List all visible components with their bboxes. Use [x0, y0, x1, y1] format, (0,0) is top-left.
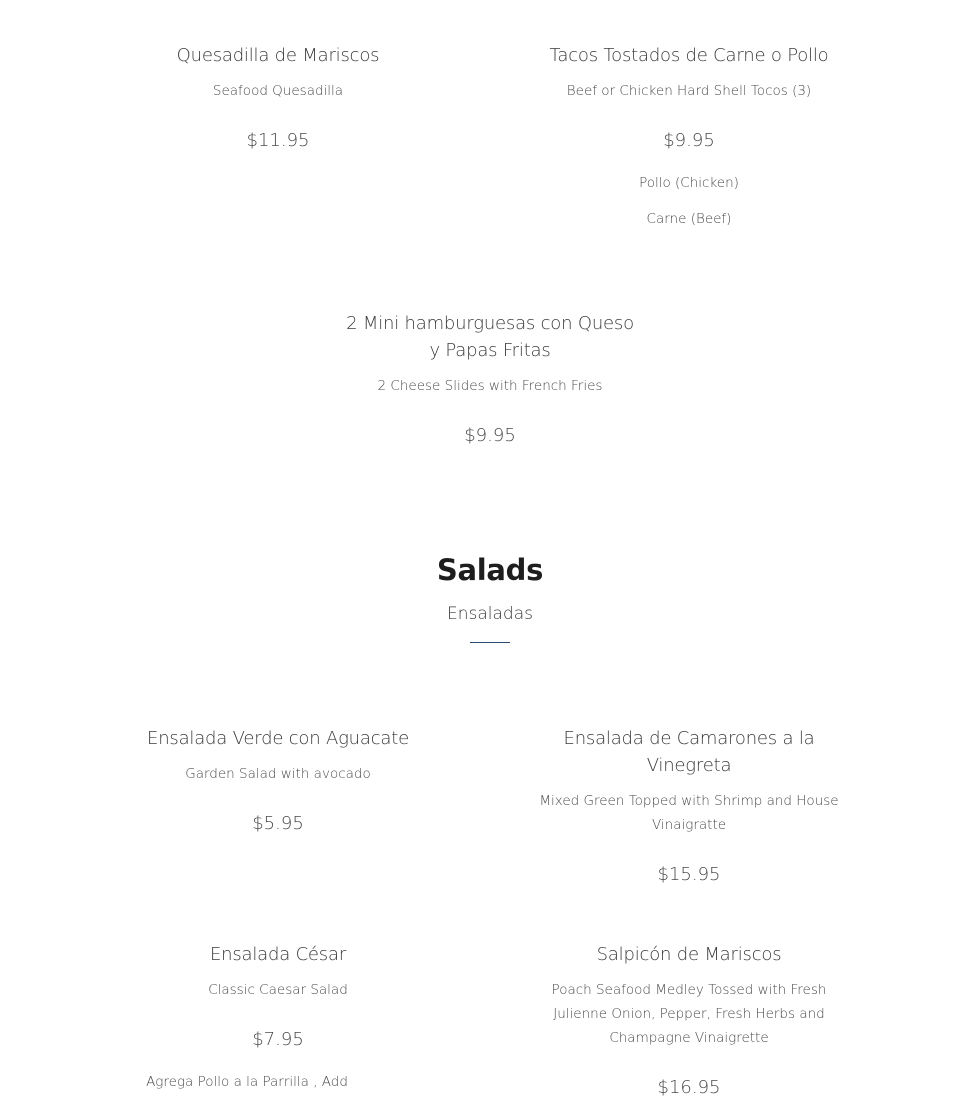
- menu-item-name: 2 Mini hamburguesas con Queso y Papas Fritas: [346, 313, 634, 361]
- menu-item-name: Tacos Tostados de Carne o Pollo: [549, 45, 829, 66]
- menu-item-salpicon-mariscos: [528, 941, 850, 1100]
- menu-item-note: Agrega Pollo a la Parrilla , Add: [146, 1074, 348, 1090]
- menu-item-description: Poach Seafood Medley Tossed with Fresh Julienne Onion, Pepper, Fresh Herbs and Champagne Vinaigrette: [551, 982, 827, 1046]
- menu-item-price: $9.95: [663, 130, 715, 151]
- menu-item-description: Seafood Quesadilla: [212, 83, 344, 99]
- menu-item-tacos-tostados: [528, 42, 850, 231]
- section-divider: [470, 642, 510, 643]
- menu-item-quesadilla-mariscos: [128, 42, 428, 153]
- menu-item-ensalada-cesar: [128, 941, 428, 1094]
- menu-item-name: Ensalada Verde con Aguacate: [147, 728, 409, 749]
- salads-section-header: [340, 550, 640, 643]
- menu-item-price: $16.95: [657, 1077, 721, 1098]
- menu-item-price: $15.95: [657, 864, 721, 885]
- menu-item-description: Garden Salad with avocado: [185, 766, 371, 782]
- menu-item-ensalada-verde: [128, 725, 428, 836]
- menu-item-description: Mixed Green Topped with Shrimp and House Vinaigratte: [539, 793, 839, 833]
- menu-item-price: $5.95: [252, 813, 304, 834]
- menu-item-name: Ensalada de Camarones a la Vinegreta: [563, 728, 815, 776]
- menu-item-name: Ensalada César: [209, 944, 347, 965]
- menu-item-description: 2 Cheese Slides with French Fries: [377, 378, 603, 394]
- section-subtitle: Ensaladas: [447, 604, 533, 624]
- section-title: Salads: [436, 553, 544, 587]
- menu-item-description: Classic Caesar Salad: [208, 982, 348, 998]
- menu-item-option-beef: Carne (Beef): [646, 211, 732, 227]
- menu-item-option-chicken: Pollo (Chicken): [639, 175, 739, 191]
- menu-item-name: Salpicón de Mariscos: [596, 944, 782, 965]
- menu-item-price: $11.95: [246, 130, 310, 151]
- menu-item-price: $7.95: [252, 1029, 304, 1050]
- menu-item-name: Quesadilla de Mariscos: [176, 45, 380, 66]
- menu-item-ensalada-camarones: [528, 725, 850, 887]
- menu-item-description: Beef or Chicken Hard Shell Tocos (3): [566, 83, 812, 99]
- menu-item-mini-hamburguesas: [340, 310, 640, 448]
- menu-item-price: $9.95: [464, 425, 516, 446]
